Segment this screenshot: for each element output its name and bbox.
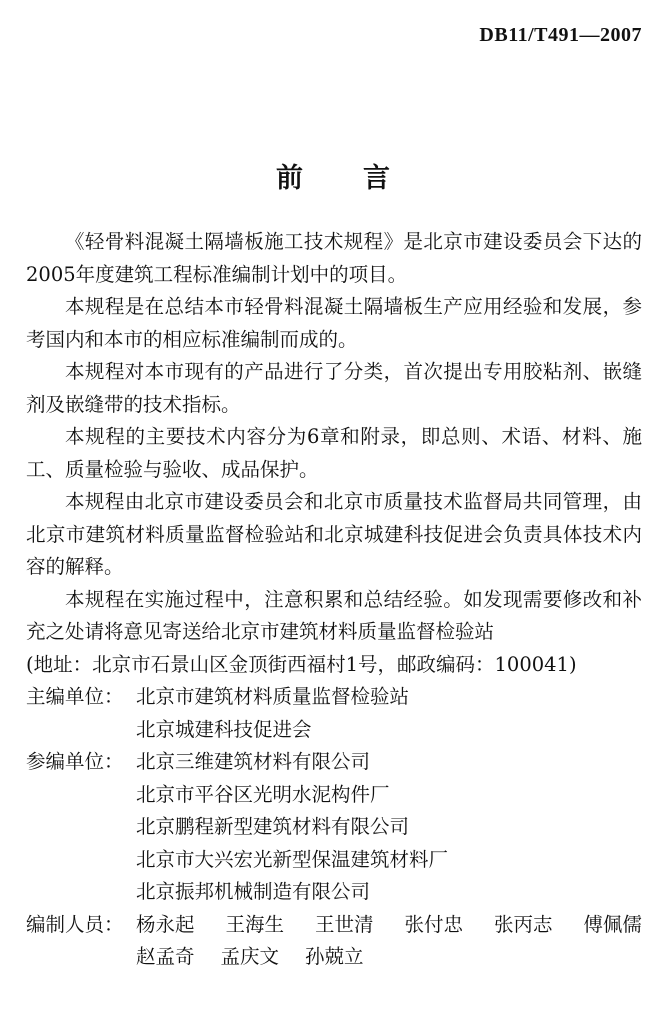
staff-name: 张丙志 — [493, 912, 553, 936]
staff-name: 张付忠 — [404, 912, 463, 936]
staff-name: 杨永起 — [136, 912, 195, 936]
paragraph-2: 本规程是在总结本市轻骨料混凝土隔墙板生产应用经验和发展，参考国内和本市的相应标准编制而成的。 — [26, 295, 642, 351]
paragraph-6: 本规程在实施过程中，注意积累和总结经验。如发现需要修改和补充之处请将意见寄送给北京市建筑材料质量监督检验站 — [26, 587, 642, 643]
staff-label: 编制人员： — [26, 912, 124, 936]
staff-name: 王海生 — [225, 912, 284, 936]
paragraph-5: 本规程由北京市建设委员会和北京市质量技术监督局共同管理，由北京市建筑材料质量监督检验站和北京城建科技促进会负责具体技术内容的解释。 — [26, 490, 642, 578]
paragraph-1: 《轻骨料混凝土隔墙板施工技术规程》是北京市建设委员会下达的2005年度建筑工程标准编制计划中的项目。 — [26, 230, 642, 286]
paragraph-3: 本规程对本市现有的产品进行了分类，首次提出专用胶粘剂、嵌缝剂及嵌缝带的技术指标。 — [26, 360, 642, 416]
co-editor-unit: 北京三维建筑材料有限公司 — [136, 750, 371, 773]
staff-name: 孟庆文 — [220, 945, 280, 968]
co-editor-unit: 北京鹏程新型建筑材料有限公司 — [136, 815, 410, 838]
staff-name: 傅佩儒 — [583, 912, 642, 936]
address-line: (地址：北京市石景山区金顶街西福村1号，邮政编码：100041) — [26, 652, 577, 676]
chief-editor-unit: 北京市建筑材料质量监督检验站 — [136, 685, 410, 708]
document-body — [26, 226, 642, 974]
document-code: DB11/T491—2007 — [479, 24, 642, 46]
co-editors — [26, 746, 642, 909]
staff-name: 孙兢立 — [305, 945, 364, 968]
co-editor-unit: 北京市平谷区光明水泥构件厂 — [136, 782, 390, 806]
co-editor-unit: 北京市大兴宏光新型保温建筑材料厂 — [136, 847, 449, 871]
co-editor-unit: 北京振邦机械制造有限公司 — [136, 880, 371, 903]
staff-name: 王世清 — [314, 912, 374, 936]
page-title: 前言 — [276, 163, 450, 194]
co-editors-label: 参编单位： — [26, 750, 124, 773]
chief-editors-label: 主编单位： — [26, 685, 124, 708]
chief-editor-unit: 北京城建科技促进会 — [136, 717, 312, 741]
chief-editors — [26, 681, 642, 746]
staff-name: 赵孟奇 — [136, 945, 195, 968]
staff — [26, 909, 642, 974]
paragraph-4: 本规程的主要技术内容分为6章和附录，即总则、术语、材料、施工、质量检验与验收、成品保护。 — [26, 425, 642, 481]
